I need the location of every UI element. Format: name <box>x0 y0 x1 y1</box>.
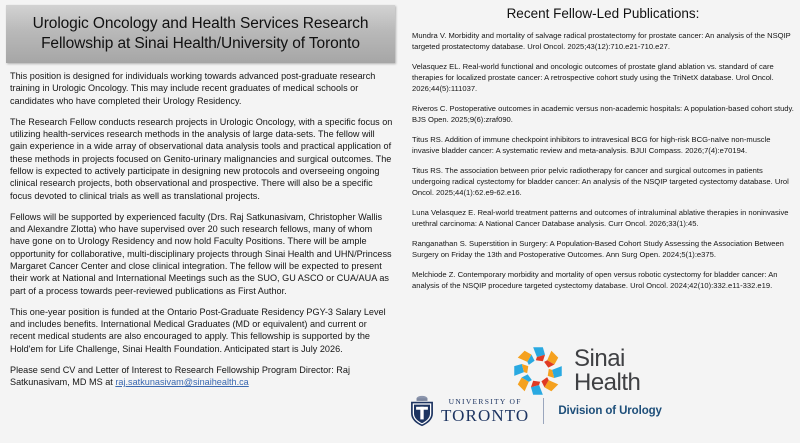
description-body <box>10 70 394 397</box>
sinai-wordmark-line-1: Sinai <box>574 345 625 373</box>
contact-text: Please send CV and Letter of Interest to Research Fellowship Program Director: Raj Satkunasivam, MD MS at <box>10 364 350 387</box>
publication-item: Ranganathan S. Superstition in Surgery: A Population-Based Cohort Study Assessing the Association Between Surgery on Friday the 13th and Postoperative Outcomes. Ann Surg Open. 2024;5(1):e375. <box>412 239 784 259</box>
publications-heading: Recent Fellow-Led Publications: <box>506 6 700 21</box>
page-title-line-2: Fellowship at Sinai Health/University of Toronto <box>41 35 360 52</box>
logo-divider <box>543 398 544 424</box>
publication-item: Melchiode Z. Contemporary morbidity and mortality of open versus robotic cystectomy for bladder cancer: An analysis of the NSQIP procedure targeted cystectomy database. Urol Oncol. 2024;42(10):332.e11-332.e19. <box>412 270 778 290</box>
publication-item: Mundra V. Morbidity and mortality of salvage radical prostatectomy for prostate cancer: An analysis of the NSQIP targeted prostatectomy database. Urol Oncol. 2025;43(12):710.e21-710.e27. <box>412 31 791 51</box>
sinai-wordmark-line-2: Health <box>574 369 641 396</box>
sinai-pinwheel-icon <box>511 344 565 398</box>
publication-item: Titus RS. Addition of immune checkpoint inhibitors to intravesical BCG for high-risk BCG-naïve non-muscle invasive bladder cancer: A systematic review and meta-analysis. BJUI Compass. 2026;7(4):e70194. <box>412 135 771 155</box>
uoft-toronto-text: TORONTO <box>441 405 530 425</box>
publication-item: Velasquez EL. Real-world functional and oncologic outcomes of prostate gland ablation vs. standard of care therapies for localized prostate cancer: A retrospective cohort study using the TriNetX database. Urol Oncol. 2026;44(5):111037. <box>412 62 774 93</box>
publication-item: Titus RS. The association between prior pelvic radiotherapy for cancer and surgical outcomes in patients undergoing radical cystectomy for bladder cancer: An analysis of the NSQIP targeted cystectomy database. Urol Oncol. 2025;44(1):62.e9-62.e16. <box>412 166 789 197</box>
publications-column <box>406 0 800 443</box>
page-title <box>25 14 377 55</box>
publication-item: Riveros C. Postoperative outcomes in academic versus non-academic hospitals: A population-based cohort study. BJS Open. 2025;9(6):zraf090. <box>412 104 794 124</box>
description-paragraph-2: The Research Fellow conducts research projects in Urologic Oncology, with a specific focus on utilizing health-services research methods in the analysis of large data-sets. The fellow will gain experience in a wide array of observational data analysis tools and practical application of these methods in projects focused on Genito-urinary malignancies and surgical outcomes. The fellow is expected to actively participate in designing new protocols and overseeing ongoing clinical research projects, both observational and prospective. There will also be a specific focus devoted to clinical trials as well as translational projects. <box>10 116 393 201</box>
description-paragraph-3: Fellows will be supported by experienced faculty (Drs. Raj Satkunasivam, Christopher Wallis and Alexandre Zlotta) who have supervised over 20 such research fellows, many of whom have gone on to Urology Residency and now hold Faculty Positions. There will be ample opportunity for collaborative, multi-disciplinary projects through Sinai Health and UHN/Princess Margaret Cancer Center and close clinical integration. The fellow will be expected to present their work at National and International Meetings such as the SUO, GU ASCO or CUA/AUA as part of a process towards peer-reviewed publications as First Author. <box>10 211 392 296</box>
page-title-line-1: Urologic Oncology and Health Services Research <box>32 14 369 32</box>
contact-paragraph <box>10 364 394 389</box>
uoft-crest-icon <box>409 395 435 427</box>
university-of-toronto-logo <box>409 395 662 427</box>
uoft-wordmark <box>441 398 529 424</box>
title-banner <box>6 5 395 63</box>
publication-item: Luna Velasquez E. Real-world treatment patterns and outcomes of intraluminal ablative therapies in noninvasive urethral carcinoma: A National Cancer Database analysis. Curr Oncol. 2026;33(1):45. <box>412 208 789 228</box>
division-of-urology-text: Division of Urology <box>558 405 662 417</box>
contact-email-link[interactable]: raj.satkunasivam@sinaihealth.ca <box>115 376 249 387</box>
uoft-university-text: UNIVERSITY OF <box>448 397 522 407</box>
sinai-health-logo <box>511 344 640 398</box>
description-paragraph-4: This one-year position is funded at the Ontario Post-Graduate Residency PGY-3 Salary Level and includes benefits. International Medical Graduates (MD or equivalent) and current or recent medical students are also encouraged to apply. This fellowship is supported by the Hold'em for Life Challenge, Sinai Health Foundation. Anticipated start is July 2026. <box>10 306 386 354</box>
description-paragraph-1: This position is designed for individuals working towards advanced post-graduate research training in Urologic Oncology. This may include recent graduates of medical schools or candidates who have completed their Urology Residency. <box>10 71 376 106</box>
logo-block <box>406 340 800 443</box>
publications-list <box>412 30 798 300</box>
sinai-wordmark <box>574 347 640 394</box>
